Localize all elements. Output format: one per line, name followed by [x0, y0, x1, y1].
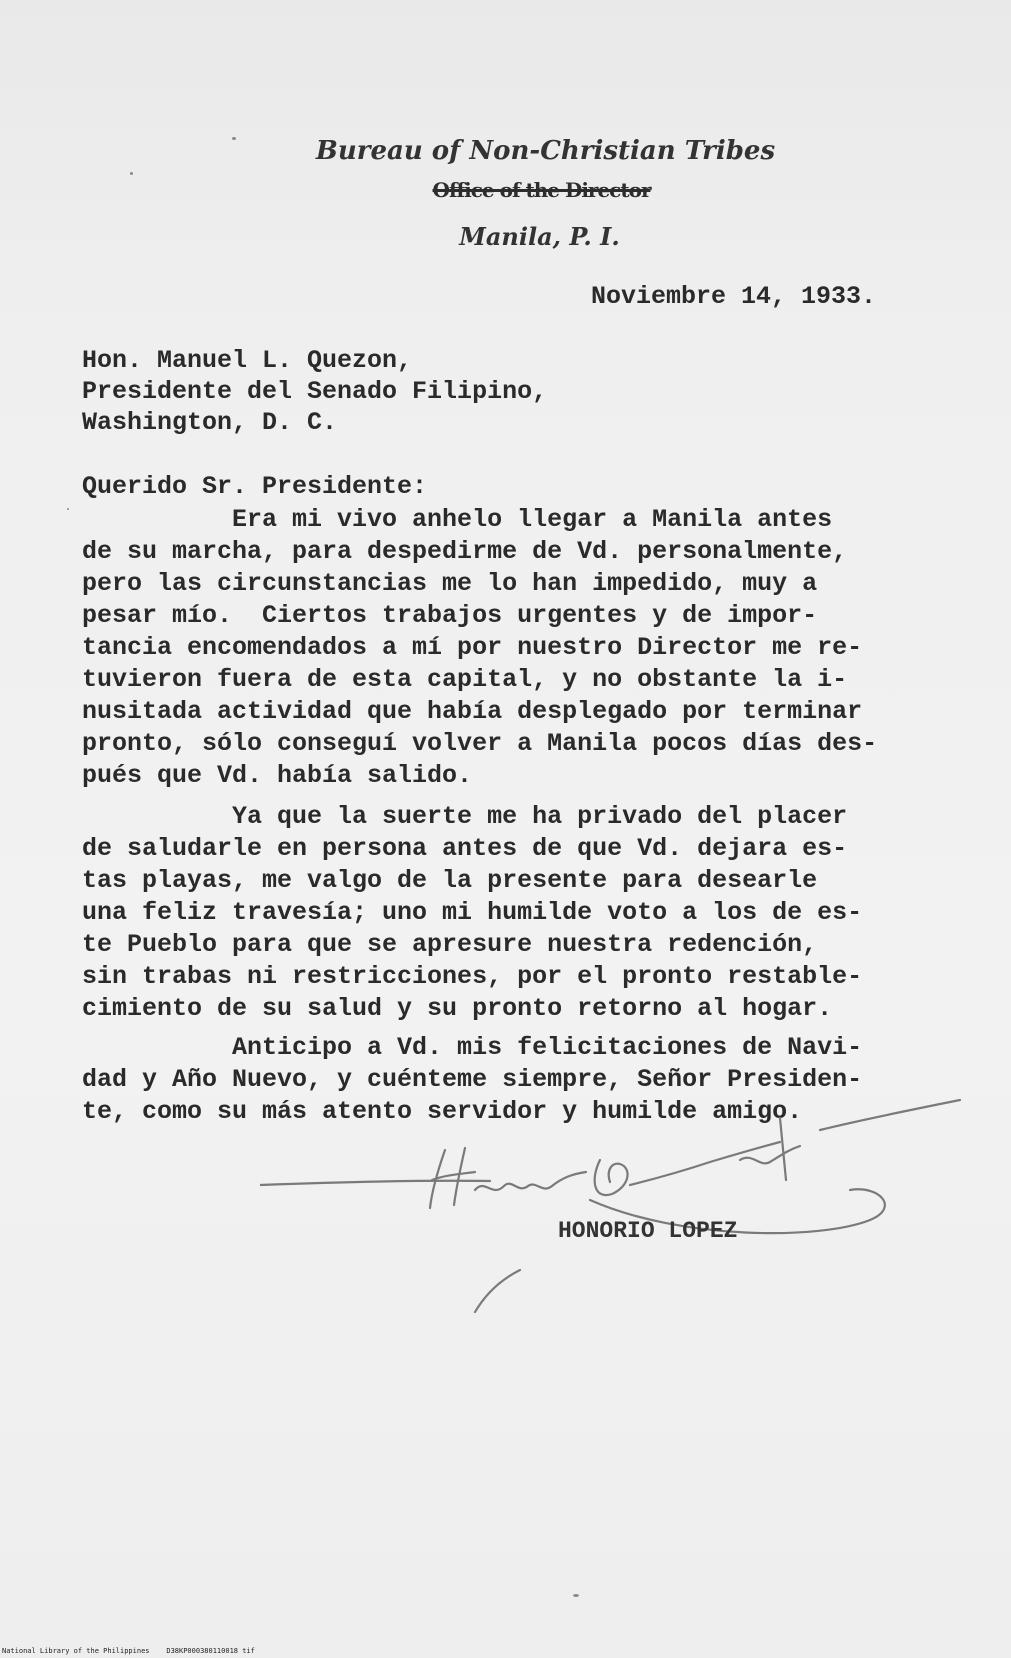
text-line: tancia encomendados a mí por nuestro Director me re- [82, 633, 863, 662]
recipient-address [82, 345, 547, 438]
text-line: pesar mío. Ciertos trabajos urgentes y de impor- [82, 601, 818, 630]
paper-speck [573, 1594, 579, 1597]
signatory-typed-name: HONORIO LOPEZ [558, 1218, 738, 1244]
text-line: una feliz travesía; uno mi humilde voto a los de es- [82, 898, 863, 927]
text-line: tuvieron fuera de esta capital, y no obstante la i- [82, 665, 848, 694]
text-line: Era mi vivo anhelo llegar a Manila antes [82, 505, 833, 534]
recipient-line: Presidente del Senado Filipino, [82, 377, 548, 406]
text-line: Anticipo a Vd. mis felicitaciones de Navi- [82, 1033, 863, 1062]
text-line: dad y Año Nuevo, y cuénteme siempre, Señor Presiden- [82, 1065, 863, 1094]
archive-footer: National Library of the Philippines D38KP000380110018 tif [2, 1647, 255, 1655]
handwritten-signature [260, 1090, 980, 1330]
body-paragraph-2 [82, 801, 862, 1025]
text-line: tas playas, me valgo de la presente para desearle [82, 866, 818, 895]
text-line: Ya que la suerte me ha privado del placer [82, 802, 848, 831]
text-line: de saludarle en persona antes de que Vd. dejara es- [82, 834, 848, 863]
text-line: pero las circunstancias me lo han impedido, muy a [82, 569, 818, 598]
text-line: pués que Vd. había salido. [82, 761, 473, 790]
recipient-line: Washington, D. C. [82, 408, 338, 437]
text-line: te, como su más atento servidor y humilde amigo. [82, 1097, 803, 1126]
text-line: pronto, sólo conseguí volver a Manila pocos días des- [82, 729, 878, 758]
paper-speck [130, 172, 133, 175]
text-line: te Pueblo para que se apresure nuestra redención, [82, 930, 818, 959]
letter-date: Noviembre 14, 1933. [591, 282, 877, 311]
paper-speck [67, 508, 69, 510]
letterhead-office-struck: Office of the Director [432, 178, 651, 202]
text-line: sin trabas ni restricciones, por el pronto restable- [82, 962, 863, 991]
body-paragraph-1 [82, 504, 877, 792]
recipient-line: Hon. Manuel L. Quezon, [82, 346, 413, 375]
letterhead-bureau: Bureau of Non-Christian Tribes [315, 136, 776, 166]
letterhead-city: Manila, P. I. [459, 222, 620, 251]
text-line: de su marcha, para despedirme de Vd. personalmente, [82, 537, 848, 566]
paper-speck [232, 137, 236, 140]
salutation: Querido Sr. Presidente: [82, 472, 428, 501]
text-line: nusitada actividad que había desplegado por terminar [82, 697, 863, 726]
text-line: cimiento de su salud y su pronto retorno al hogar. [82, 994, 833, 1023]
